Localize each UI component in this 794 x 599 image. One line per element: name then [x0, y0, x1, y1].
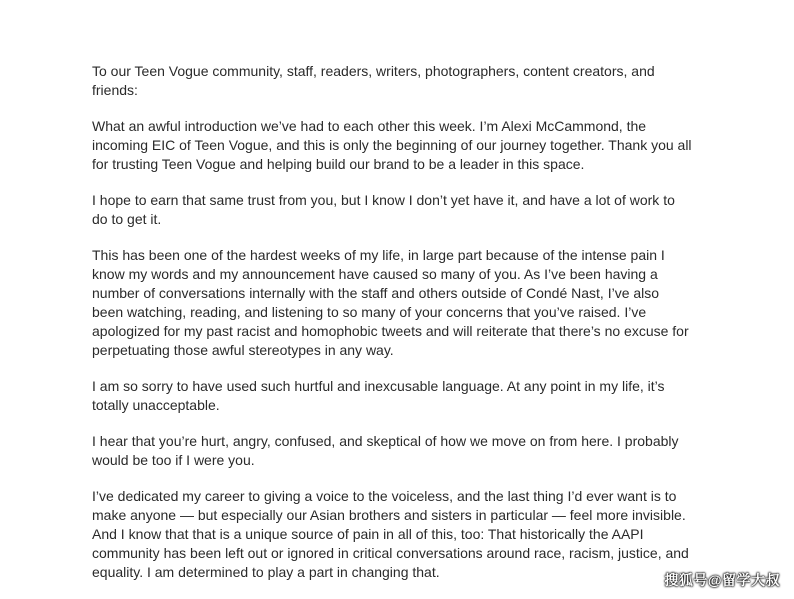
letter-paragraph: I am so sorry to have used such hurtful and inexcusable language. At any point in my life, it’s totally unacceptable.	[92, 378, 665, 413]
letter-body	[92, 62, 692, 599]
watermark: 搜狐号@留学大叔	[664, 572, 780, 588]
letter-paragraph: I hear that you’re hurt, angry, confused, and skeptical of how we move on from here. I probably would be too if I were you.	[92, 433, 679, 468]
letter-paragraph: What an awful introduction we’ve had to each other this week. I’m Alexi McCammond, the incoming EIC of Teen Vogue, and this is only the beginning of our journey together. Thank you all for trusting Teen Vogue and helping build our brand to be a leader in this space.	[92, 118, 692, 172]
letter-paragraph: This has been one of the hardest weeks of my life, in large part because of the intense pain I know my words and my announcement have caused so many of you. As I’ve been having a number of conversations internally with the staff and others outside of Condé Nast, I’ve also been watching, reading, and listening to so many of your concerns that you’ve raised. I’ve apologized for my past racist and homophobic tweets and will reiterate that there’s no excuse for perpetuating those awful stereotypes in any way.	[92, 247, 689, 358]
letter-paragraph: I’ve dedicated my career to giving a voice to the voiceless, and the last thing I’d ever want is to make anyone — but especially our Asian brothers and sisters in particular — feel more invisible. And I know that that is a unique source of pain in all of this, too: That historically the AAPI community has been left out or ignored in critical conversations around race, racism, justice, and equality. I am determined to play a part in changing that.	[92, 488, 689, 580]
letter-paragraph: I hope to earn that same trust from you, but I know I don’t yet have it, and have a lot of work to do to get it.	[92, 192, 675, 227]
letter-paragraph: To our Teen Vogue community, staff, readers, writers, photographers, content creators, and friends:	[92, 63, 655, 98]
